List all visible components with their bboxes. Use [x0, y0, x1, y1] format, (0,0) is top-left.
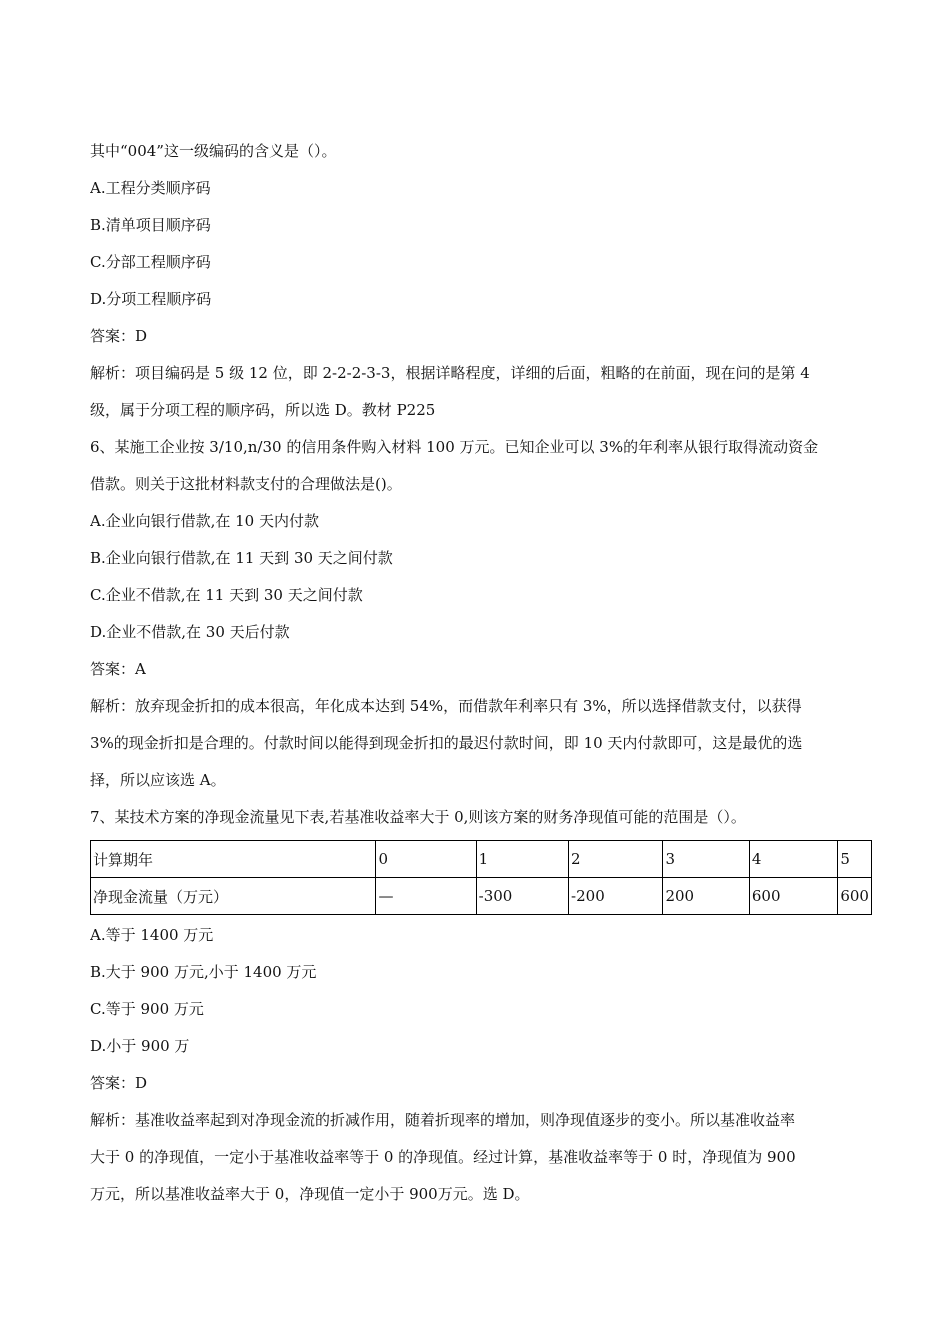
- table-cell: 200: [663, 878, 749, 915]
- cash-flow-table: [90, 840, 872, 915]
- q7-analysis-line: 万元，所以基准收益率大于 0，净现值一定小于 900万元。选 D。: [90, 1185, 530, 1203]
- table-cell: -200: [569, 878, 663, 915]
- table-cell: 计算期年: [91, 841, 376, 878]
- q6-option-d: D.企业不借款,在 30 天后付款: [90, 623, 290, 641]
- q5-option-c: C.分部工程顺序码: [90, 253, 211, 271]
- q7-option-d: D.小于 900 万: [90, 1037, 190, 1055]
- q6-stem-line: 6、某施工企业按 3/10,n/30 的信用条件购入材料 100 万元。已知企业可以 3%的年利率从银行取得流动资金: [90, 438, 819, 456]
- q7-option-a: A.等于 1400 万元: [90, 926, 214, 944]
- q6-stem-line: 借款。则关于这批材料款支付的合理做法是()。: [90, 475, 402, 493]
- document-page: [90, 133, 872, 1213]
- q6-analysis-line: 择，所以应该选 A。: [90, 771, 226, 789]
- q7-answer: 答案：D: [90, 1074, 148, 1092]
- q6-analysis-line: 解析：放弃现金折扣的成本很高，年化成本达到 54%，而借款年利率只有 3%，所以选择借款支付，以获得: [90, 697, 802, 715]
- table-cell: 2: [569, 841, 663, 878]
- q6-answer: 答案：A: [90, 660, 146, 678]
- table-cell: 1: [476, 841, 568, 878]
- q5-analysis-line: 解析：项目编码是 5 级 12 位，即 2-2-2-3-3，根据详略程度，详细的后面，粗略的在前面，现在问的是第 4: [90, 364, 810, 382]
- table-cell: 4: [749, 841, 837, 878]
- table-cell: —: [376, 878, 476, 915]
- q5-answer: 答案：D: [90, 327, 148, 345]
- table-cell: 600: [749, 878, 837, 915]
- q7-analysis: [90, 1102, 872, 1213]
- q6-option-c: C.企业不借款,在 11 天到 30 天之间付款: [90, 586, 363, 604]
- q5-analysis-line: 级，属于分项工程的顺序码，所以选 D。教材 P225: [90, 401, 436, 419]
- q7-option-b: B.大于 900 万元,小于 1400 万元: [90, 963, 317, 981]
- q5-stem: 其中“004”这一级编码的含义是（）。: [90, 142, 337, 160]
- q6-option-a: A.企业向银行借款,在 10 天内付款: [90, 512, 319, 530]
- q6-analysis-line: 3%的现金折扣是合理的。付款时间以能得到现金折扣的最迟付款时间，即 10 天内付款即可，这是最优的选: [90, 734, 803, 752]
- q7-stem: 7、某技术方案的净现金流量见下表,若基准收益率大于 0,则该方案的财务净现值可能的范围是（）。: [90, 808, 746, 826]
- table-header-row: [91, 841, 872, 878]
- q5-option-d: D.分项工程顺序码: [90, 290, 212, 308]
- table-cell: 净现金流量（万元）: [91, 878, 376, 915]
- table-cell: 600: [838, 878, 872, 915]
- q7-analysis-line: 解析：基准收益率起到对净现金流的折减作用，随着折现率的增加，则净现值逐步的变小。所以基准收益率: [90, 1111, 796, 1129]
- table-row: [91, 878, 872, 915]
- table-cell: 5: [838, 841, 872, 878]
- q7-option-c: C.等于 900 万元: [90, 1000, 204, 1018]
- table-cell: 0: [376, 841, 476, 878]
- table-cell: -300: [476, 878, 568, 915]
- q6-stem: [90, 429, 872, 503]
- table-cell: 3: [663, 841, 749, 878]
- q6-option-b: B.企业向银行借款,在 11 天到 30 天之间付款: [90, 549, 393, 567]
- q6-analysis: [90, 688, 872, 799]
- q5-analysis: [90, 355, 872, 429]
- q7-analysis-line: 大于 0 的净现值，一定小于基准收益率等于 0 的净现值。经过计算，基准收益率等于 0 时，净现值为 900: [90, 1148, 796, 1166]
- q5-option-a: A.工程分类顺序码: [90, 179, 211, 197]
- q5-option-b: B.清单项目顺序码: [90, 216, 211, 234]
